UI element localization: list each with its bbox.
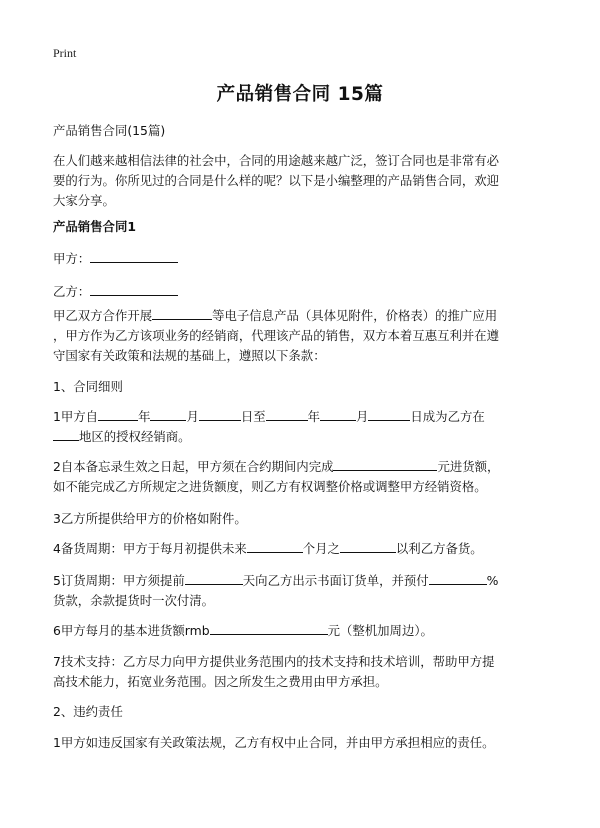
day-blank-1: [199, 407, 241, 421]
document-subtitle: 产品销售合同(15篇): [53, 123, 166, 138]
months-blank: [247, 539, 303, 553]
year-blank-1: [98, 407, 138, 421]
clause-1-text-2: 地区的授权经销商。: [79, 429, 191, 444]
amount-blank: [333, 457, 437, 471]
clause-2-line-1: [53, 456, 549, 477]
month-blank-1: [150, 407, 186, 421]
party-b-line: [53, 281, 549, 302]
para1-line-3: 守国家有关政策和法规的基础上，遵照以下条款：: [53, 348, 326, 363]
para1-line-2: ，甲方作为乙方该项业务的经销商，代理该产品的销售，双方本着互惠互利并在遵: [53, 328, 500, 343]
party-b-blank: [90, 282, 178, 296]
clause-2-text-a: 2自本备忘录生效之日起，甲方须在合约期间内完成: [53, 459, 334, 474]
year-blank-2: [266, 407, 308, 421]
clause-1-year-2: 年: [307, 409, 321, 424]
clause-5-line-2: 货款，余款提货时一次付清。: [53, 593, 215, 608]
clause-1-month-2: 月: [356, 409, 369, 424]
clause-6: [53, 620, 549, 641]
clause-2-text-b: 元进货额，: [437, 459, 500, 474]
clause-4-text-c: 以利乙方备货。: [395, 541, 483, 556]
plan-blank: [340, 539, 396, 553]
clause-4-text-b: 个月之: [302, 541, 340, 556]
clause-5-line-1: [53, 570, 549, 591]
rmb-blank: [210, 621, 328, 635]
party-a-blank: [90, 249, 178, 263]
clause-5-text-c: %: [486, 573, 499, 588]
para1-text-b: 等电子信息产品（具体见附件，价格表）的推广应用: [212, 308, 498, 323]
clause-7-line-2: 高技术能力，拓宽业务范围。因之所发生之费用由甲方承担。: [53, 674, 388, 689]
clause-3: 3乙方所提供给甲方的价格如附件。: [53, 511, 247, 526]
clause-4: [53, 538, 549, 559]
clause-5-text-a: 5订货周期：甲方须提前: [53, 573, 185, 588]
document-title: 产品销售合同 15篇: [216, 84, 384, 105]
region-blank: [53, 427, 79, 441]
clause-4-text-a: 4备货周期：甲方于每月初提供未来: [53, 541, 247, 556]
section-2-title: 2、违约责任: [53, 704, 123, 719]
para1-text-a: 甲乙双方合作开展: [53, 308, 153, 323]
clause-1-line-2: [53, 426, 549, 447]
party-a-line: [53, 248, 549, 269]
intro-line-3: 大家分享。: [53, 193, 115, 208]
intro-line-2: 要的行为。你所见过的合同是什么样的呢？以下是小编整理的产品销售合同，欢迎: [53, 173, 500, 188]
clause-6-text-b: 元（整机加周边）。: [327, 623, 433, 638]
clause-7-line-1: 7技术支持：乙方尽力向甲方提供业务范围内的技术支持和技术培训，帮助甲方提: [53, 654, 495, 669]
percent-blank: [429, 571, 487, 585]
breach-clause-1: 1甲方如违反国家有关政策法规，乙方有权中止合同，并由甲方承担相应的责任。: [53, 735, 495, 750]
print-link[interactable]: Print: [53, 46, 77, 60]
para1-line-1: [53, 305, 549, 326]
party-a-label: 甲方：: [53, 251, 91, 266]
clause-1-day-1: 日至: [240, 409, 266, 424]
party-b-label: 乙方：: [53, 284, 91, 299]
product-blank: [152, 306, 212, 320]
clause-1-text-a: 1甲方自: [53, 409, 99, 424]
section-heading: 产品销售合同1: [53, 219, 136, 234]
section-1-title: 1、合同细则: [53, 379, 123, 394]
days-blank: [185, 571, 243, 585]
clause-2-line-2: 如不能完成乙方所规定之进货额度，则乙方有权调整价格或调整甲方经销资格。: [53, 479, 487, 494]
clause-1-month-1: 月: [186, 409, 199, 424]
clause-1-text-end: 日成为乙方在: [410, 409, 485, 424]
clause-6-text-a: 6甲方每月的基本进货额rmb: [53, 623, 210, 638]
day-blank-2: [368, 407, 410, 421]
clause-5-text-b: 天向乙方出示书面订货单，并预付: [242, 573, 429, 588]
month-blank-2: [320, 407, 356, 421]
clause-1-year-1: 年: [138, 409, 151, 424]
clause-1-line-1: [53, 406, 549, 427]
intro-line-1: 在人们越来越相信法律的社会中，合同的用途越来越广泛，签订合同也是非常有必: [53, 153, 500, 168]
